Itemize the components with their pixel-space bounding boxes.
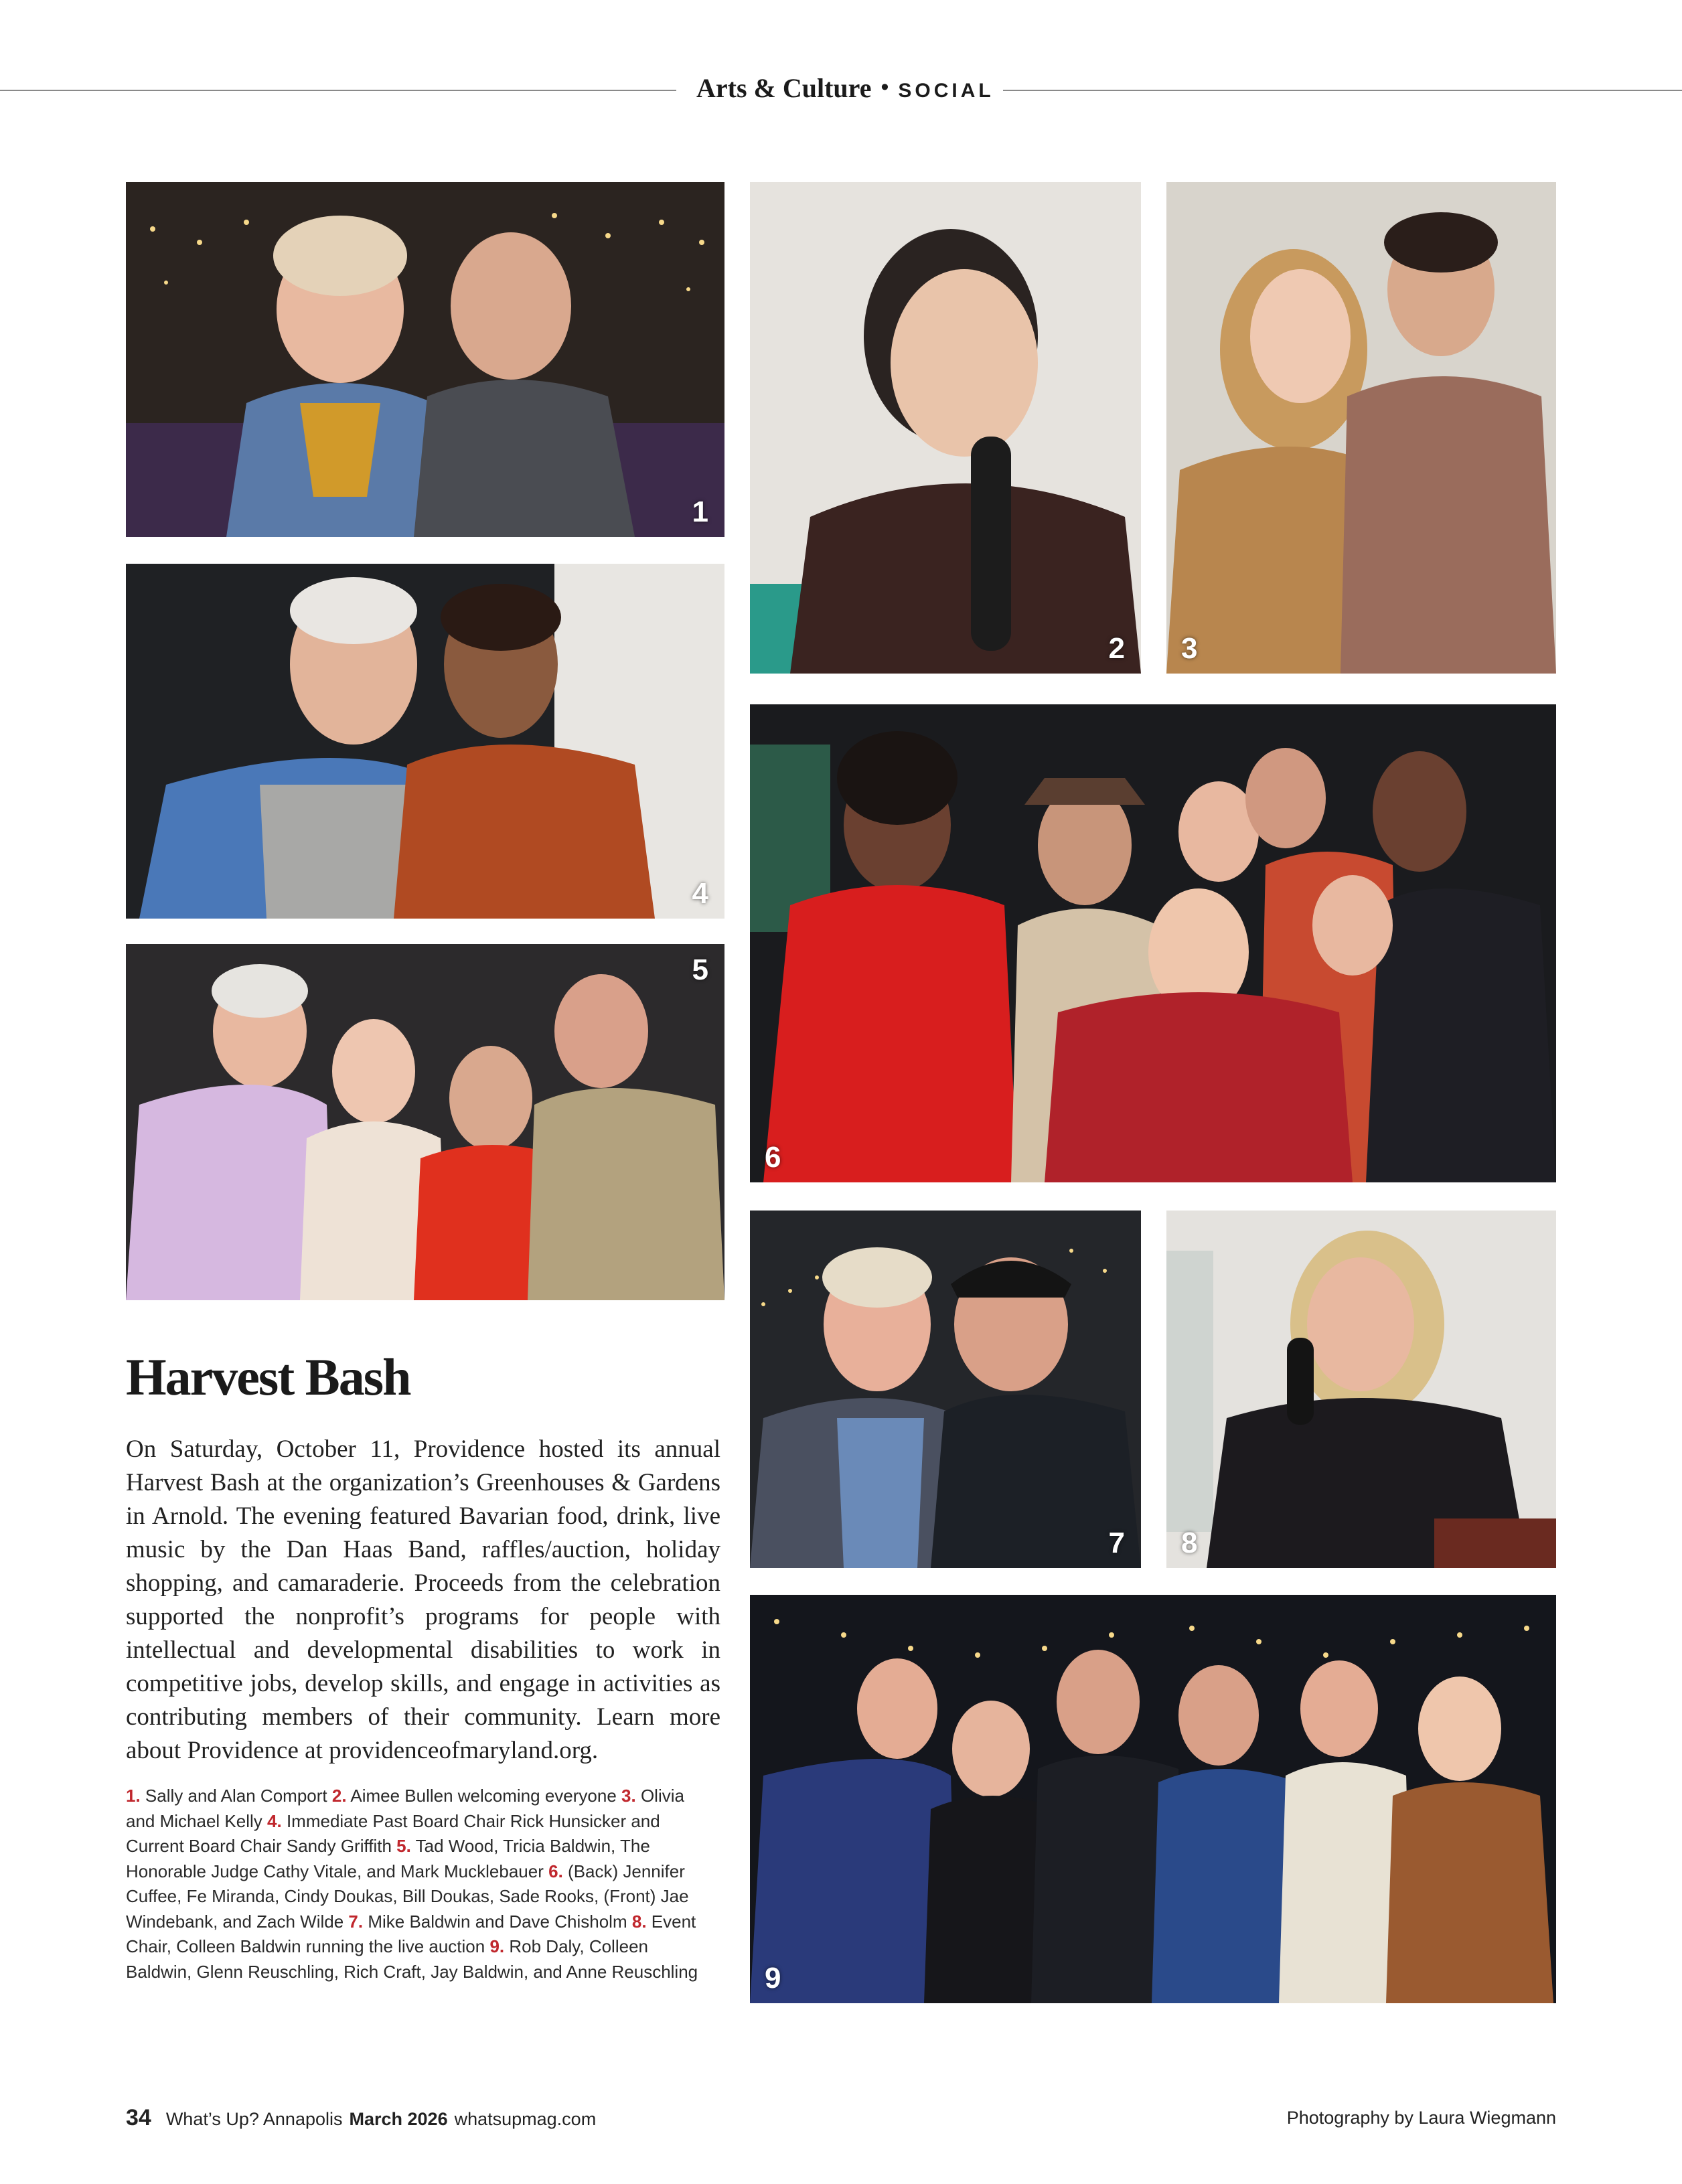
subsection-name: SOCIAL bbox=[898, 80, 994, 102]
article-body: On Saturday, October 11, Providence hosted its annual Harvest Bash at the organization’s Greenhouses & Gardens in Arnold. The evening featured Bavarian food, drink, live music by the Dan Haas Band, raffles/auction, holiday shopping, and camaraderie. Proceeds from the celebration supported the nonprofit’s programs for people with intellectual and developmental disabilities to work in competitive jobs, develop skills, and engage in activities as contributing members of their community. Learn more about Providence at providenceofmaryland.org. bbox=[126, 1435, 720, 1764]
caption-text: Mike Baldwin and Dave Chisholm bbox=[368, 1911, 627, 1932]
photo-8-image bbox=[1166, 1211, 1556, 1568]
caption-text: Rob Daly, Colleen Baldwin, Glenn Reuschling, Rich Craft, Jay Baldwin, and Anne Reuschling bbox=[126, 1936, 698, 1982]
header-rule-right bbox=[1003, 90, 1682, 91]
photo-4-number: 4 bbox=[692, 877, 708, 910]
caption-number: 3. bbox=[621, 1786, 636, 1806]
photo-9-image bbox=[750, 1595, 1556, 2003]
separator-dot: • bbox=[881, 74, 889, 100]
caption-number: 2. bbox=[331, 1786, 347, 1806]
photo-4 bbox=[126, 564, 724, 919]
photo-9 bbox=[750, 1595, 1556, 2003]
photo-6-image bbox=[750, 704, 1556, 1182]
photo-2 bbox=[750, 182, 1141, 674]
page-header bbox=[0, 72, 1682, 104]
photo-3 bbox=[1166, 182, 1556, 674]
caption-number: 5. bbox=[396, 1836, 411, 1856]
photo-5-image bbox=[126, 944, 724, 1300]
photo-7-number: 7 bbox=[1108, 1527, 1125, 1559]
footer-left bbox=[126, 2105, 596, 2131]
caption-number: 9. bbox=[489, 1936, 505, 1956]
photo-7-image bbox=[750, 1211, 1141, 1568]
photo-4-image bbox=[126, 564, 724, 919]
caption-text: Event Chair, Colleen Baldwin running the live auction bbox=[126, 1911, 696, 1956]
section-title bbox=[696, 72, 994, 104]
photo-9-number: 9 bbox=[765, 1962, 781, 1995]
photo-6-number: 6 bbox=[765, 1141, 781, 1174]
caption-number: 1. bbox=[126, 1786, 141, 1806]
website-link[interactable]: whatsupmag.com bbox=[454, 2109, 597, 2129]
photo-7 bbox=[750, 1211, 1141, 1568]
article-headline: Harvest Bash bbox=[126, 1348, 410, 1406]
caption-number: 6. bbox=[548, 1861, 563, 1881]
caption-text: Sally and Alan Comport bbox=[145, 1786, 327, 1806]
photo-1-number: 1 bbox=[692, 495, 708, 528]
caption-text: Olivia and Michael Kelly bbox=[126, 1786, 684, 1831]
publication-name: What’s Up? Annapolis bbox=[165, 2109, 343, 2129]
issue-date: March 2026 bbox=[349, 2109, 448, 2129]
photo-8 bbox=[1166, 1211, 1556, 1568]
photo-2-number: 2 bbox=[1108, 632, 1125, 665]
section-name: Arts & Culture bbox=[696, 73, 872, 103]
photo-6 bbox=[750, 704, 1556, 1182]
caption-text: (Back) Jennifer Cuffee, Fe Miranda, Cindy Doukas, Bill Doukas, Sade Rooks, (Front) Jae Windebank, and Zach Wilde bbox=[126, 1861, 689, 1932]
photo-5-number: 5 bbox=[692, 953, 708, 986]
photo-2-image bbox=[750, 182, 1141, 674]
photo-captions bbox=[126, 1784, 715, 1984]
caption-number: 8. bbox=[631, 1911, 647, 1932]
photo-3-number: 3 bbox=[1181, 632, 1198, 665]
caption-number: 4. bbox=[267, 1810, 282, 1831]
page-footer bbox=[126, 2105, 1556, 2132]
photo-8-number: 8 bbox=[1181, 1527, 1198, 1559]
photo-5 bbox=[126, 944, 724, 1300]
header-rule-left bbox=[0, 90, 676, 91]
caption-text: Immediate Past Board Chair Rick Hunsicker and Current Board Chair Sandy Griffith bbox=[126, 1810, 660, 1856]
photo-1-image bbox=[126, 182, 724, 537]
caption-text: Tad Wood, Tricia Baldwin, The Honorable Judge Cathy Vitale, and Mark Mucklebauer bbox=[126, 1836, 650, 1881]
photo-3-image bbox=[1166, 182, 1556, 674]
photo-1 bbox=[126, 182, 724, 537]
page-number: 34 bbox=[126, 2105, 151, 2130]
caption-text: Aimee Bullen welcoming everyone bbox=[350, 1786, 617, 1806]
caption-number: 7. bbox=[348, 1911, 364, 1932]
photo-credit: Photography by Laura Wiegmann bbox=[1286, 2108, 1556, 2128]
